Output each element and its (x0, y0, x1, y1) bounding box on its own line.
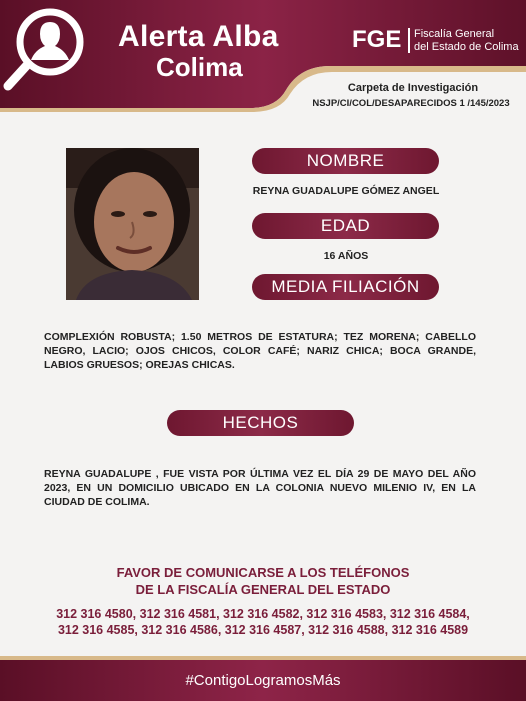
contact-line2: DE LA FISCALÍA GENERAL DEL ESTADO (135, 582, 391, 597)
org-abbreviation: FGE (352, 26, 402, 53)
alert-title: Alerta Alba (118, 20, 279, 53)
header-banner (0, 0, 526, 112)
org-name-line2: del Estado de Colima (414, 41, 519, 53)
facts-label: HECHOS (167, 410, 354, 436)
physical-description: COMPLEXIÓN ROBUSTA; 1.50 METROS DE ESTATURA; TEZ MORENA; CABELLO NEGRO, LACIO; OJOS CHICOS, COLOR CAFÉ; NARIZ CHICA; BOCA GRANDE, LABIOS GRUESOS; OREJAS CHICAS. (44, 331, 476, 371)
description-label: MEDIA FILIACIÓN (252, 274, 439, 300)
case-file-number: NSJP/CI/COL/DESAPARECIDOS 1 /145/2023 (312, 98, 510, 109)
person-age: 16 AÑOS (323, 250, 369, 262)
case-file-label: Carpeta de Investigación (347, 82, 479, 94)
search-person-icon (0, 0, 92, 92)
age-label: EDAD (252, 213, 439, 239)
phone-numbers: 312 316 4580, 312 316 4581, 312 316 4582, 312 316 4583, 312 316 4584, 312 316 4585, 312 316 4586, 312 316 4587, 312 316 4588, 312 316 4589 (56, 607, 470, 637)
person-name: REYNA GUADALUPE GÓMEZ ANGEL (252, 185, 440, 197)
missing-person-photo (66, 148, 199, 300)
org-divider (408, 28, 410, 53)
name-label: NOMBRE (252, 148, 439, 174)
alert-subtitle: Colima (156, 52, 243, 82)
contact-line1: FAVOR DE COMUNICARSE A LOS TELÉFONOS (116, 565, 410, 580)
facts-text: REYNA GUADALUPE , FUE VISTA POR ÚLTIMA VEZ EL DÍA 29 DE MAYO DEL AÑO 2023, EN UN DOMICILIO UBICADO EN LA COLONIA NUEVO MILENIO IV, EN LA CIUDAD DE COLIMA. (44, 468, 476, 508)
campaign-hashtag: #ContigoLogramosMás (185, 672, 341, 689)
org-name-line1: Fiscalía General (414, 28, 495, 40)
